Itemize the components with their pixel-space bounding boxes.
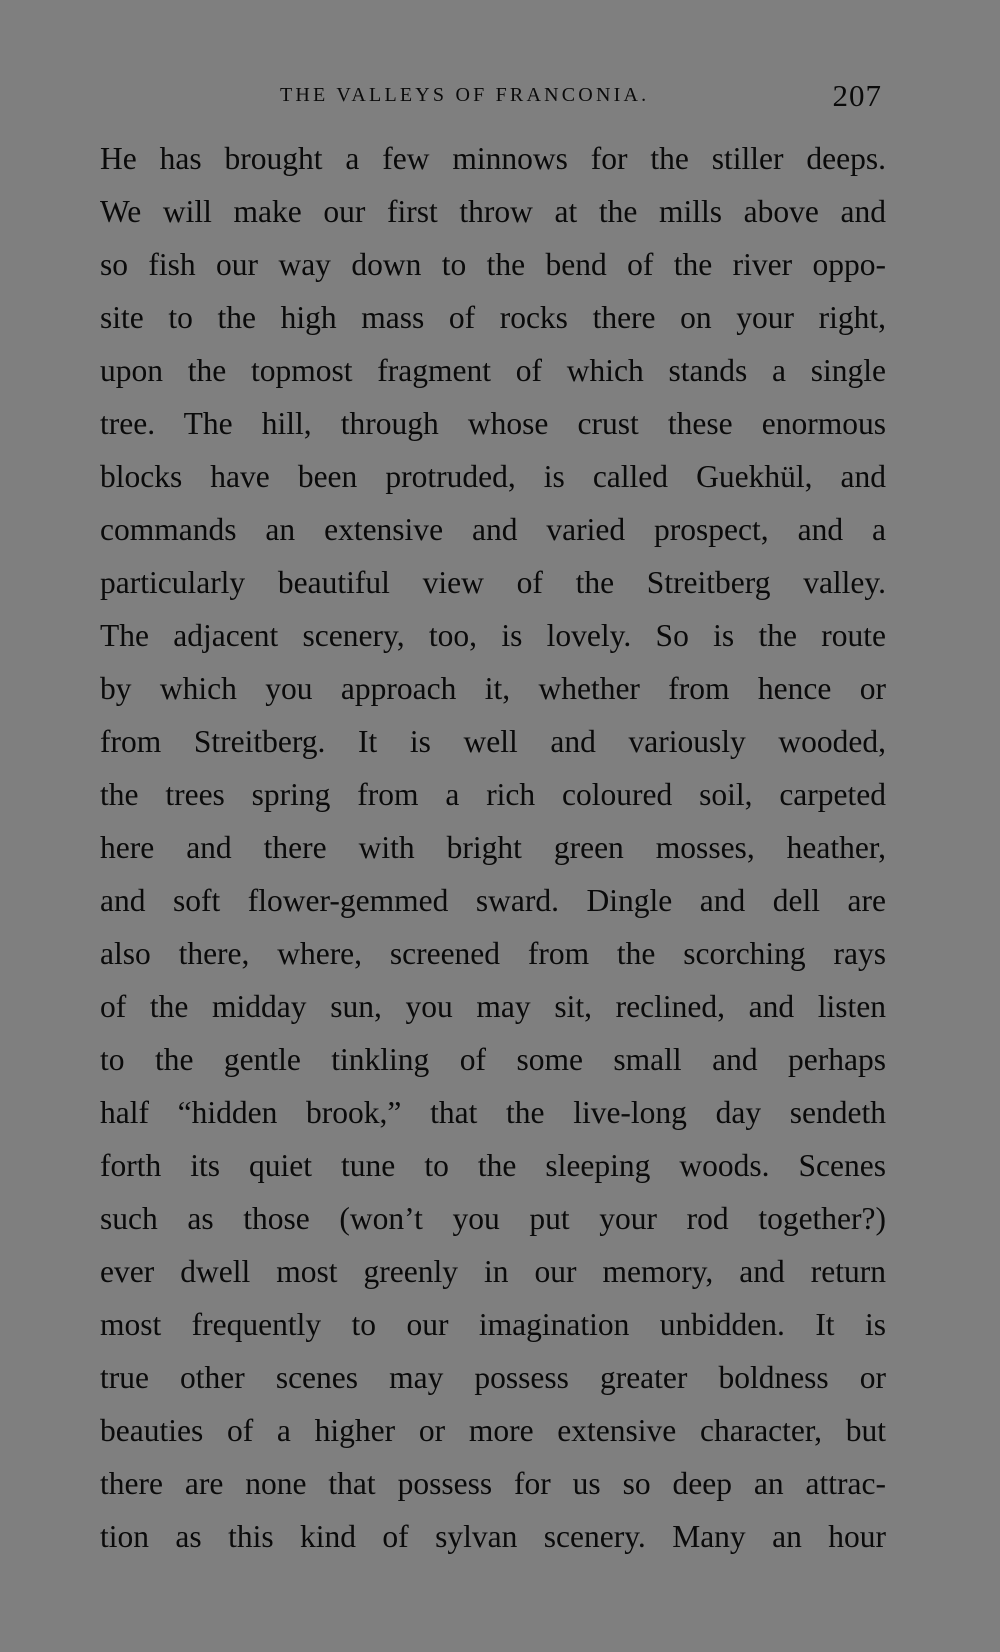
text-line: forth its quiet tune to the sleeping woods. Scenes <box>100 1148 886 1183</box>
text-line: most frequently to our imagination unbidden. It is <box>100 1307 886 1342</box>
text-line: particularly beautiful view of the Streitberg valley. <box>100 565 886 600</box>
text-line: tree. The hill, through whose crust these enormous <box>100 406 886 441</box>
text-line: and soft flower-gemmed sward. Dingle and dell are <box>100 883 886 918</box>
body-text <box>100 132 886 1563</box>
text-line: The adjacent scenery, too, is lovely. So is the route <box>100 618 886 653</box>
text-line: also there, where, screened from the scorching rays <box>100 936 886 971</box>
text-line: here and there with bright green mosses, heather, <box>100 830 886 865</box>
text-line: tion as this kind of sylvan scenery. Many an hour <box>100 1519 886 1554</box>
text-line: We will make our first throw at the mills above and <box>100 194 886 229</box>
text-line: commands an extensive and varied prospect, and a <box>100 512 886 547</box>
text-line: half “hidden brook,” that the live-long day sendeth <box>100 1095 886 1130</box>
text-line: true other scenes may possess greater boldness or <box>100 1360 886 1395</box>
text-line: the trees spring from a rich coloured soil, carpeted <box>100 777 886 812</box>
text-line: upon the topmost fragment of which stands a single <box>100 353 886 388</box>
running-head <box>100 78 882 118</box>
text-line: to the gentle tinkling of some small and perhaps <box>100 1042 886 1077</box>
text-line: ever dwell most greenly in our memory, and return <box>100 1254 886 1289</box>
text-line: He has brought a few minnows for the stiller deeps. <box>100 141 886 176</box>
text-line: by which you approach it, whether from hence or <box>100 671 886 706</box>
text-line: such as those (won’t you put your rod together?) <box>100 1201 886 1236</box>
text-line: site to the high mass of rocks there on your right, <box>100 300 886 335</box>
text-line: beauties of a higher or more extensive character, but <box>100 1413 886 1448</box>
text-line: so fish our way down to the bend of the river oppo- <box>100 247 886 282</box>
page-number: 207 <box>832 78 882 113</box>
text-line: there are none that possess for us so deep an attrac- <box>100 1466 886 1501</box>
text-line: blocks have been protruded, is called Guekhül, and <box>100 459 886 494</box>
running-title: THE VALLEYS OF FRANCONIA. <box>280 84 650 106</box>
text-line: of the midday sun, you may sit, reclined, and listen <box>100 989 886 1024</box>
text-line: from Streitberg. It is well and variously wooded, <box>100 724 886 759</box>
